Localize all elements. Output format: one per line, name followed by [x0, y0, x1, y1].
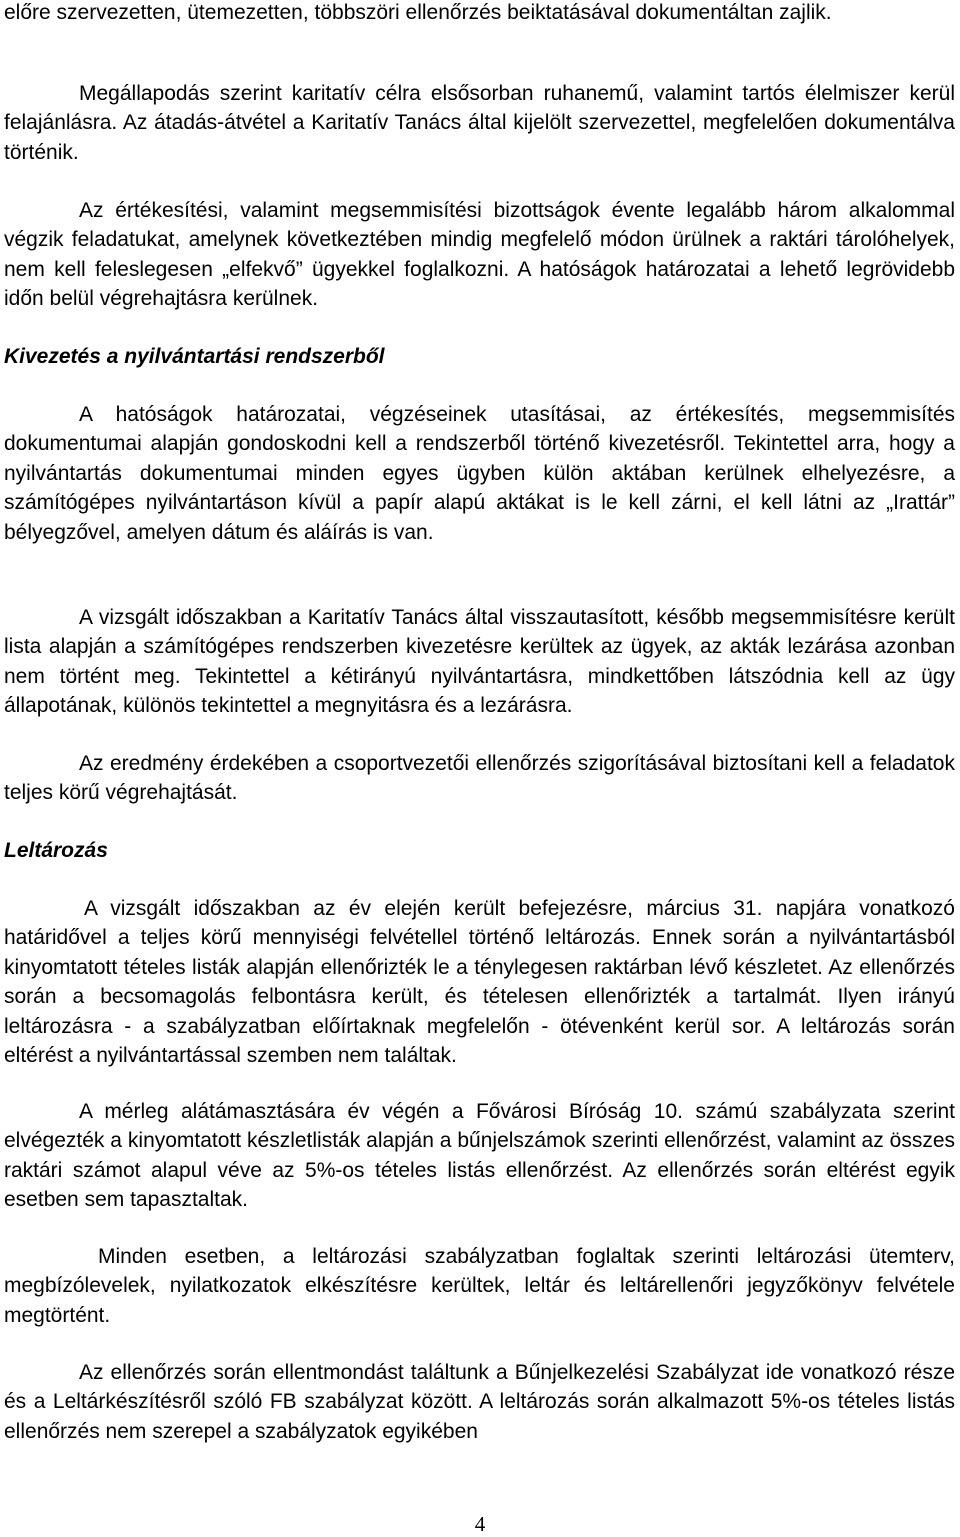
paragraph-documentation: Minden esetben, a leltározási szabályzatban foglaltak szerinti leltározási ütemterv, megbízólevelek, nyilatkozatok elkészítésre kerültek, leltár és leltárellenőri jegyzőkönyv felvétele megtörtént. — [4, 1245, 955, 1327]
paragraph-intro-continuation: előre szervezetten, ütemezetten, többszöri ellenőrzés beiktatásával dokumentáltan zajlik. — [4, 1, 832, 24]
paragraph-deregistration: A hatóságok határozatai, végzéseinek utasításai, az értékesítés, megsemmisítés dokumentumai alapján gondoskodni kell a rendszerből történő kivezetésről. Tekintettel arra, hogy a nyilvántartás dokumentumai minden egyes ügyben külön aktában kerülnek elhelyezésre, a számítógépes nyilvántartáson kívül a papír alapú aktákat is le kell zárni, el kell látni az „Irattár” bélyegzővel, amelyen dátum és aláírás is van. — [4, 403, 955, 544]
heading-inventory: Leltározás — [4, 839, 108, 862]
paragraph-result: Az eredmény érdekében a csoportvezetői ellenőrzés szigorításával biztosítani kell a feladatok teljes körű végrehajtását. — [4, 752, 955, 805]
paragraph-committees: Az értékesítési, valamint megsemmisítési bizottságok évente legalább három alkalommal végzik feladatukat, amelynek következtében mindig megfelelő módon ürülnek a raktári tárolóhelyek, nem kell feleslegesen „elfekvő” ügyekkel foglalkozni. A hatóságok határozatai a lehető legrövidebb időn belül végrehajtásra kerülnek. — [4, 199, 955, 311]
paragraph-contradiction: Az ellenőrzés során ellentmondást találtunk a Bűnjelkezelési Szabályzat ide vonatkozó része és a Leltárkészítésről szóló FB szabályzat között. A leltározás során alkalmazott 5%-os tételes listás ellenőrzés nem szerepel a szabályzatok egyikében — [4, 1361, 955, 1443]
page-number: 4 — [474, 1512, 486, 1536]
paragraph-review-period: A vizsgált időszakban a Karitatív Tanács által visszautasított, később megsemmisítésre került lista alapján a számítógépes rendszerben kivezetésre kerültek az ügyek, az akták lezárása azonban nem történt meg. Tekintettel a kétirányú nyilvántartásra, mindkettőben látszódnia kell az ügy állapotának, különös tekintettel a megnyitásra és a lezárásra. — [4, 606, 955, 718]
paragraph-charity-agreement: Megállapodás szerint karitatív célra elsősorban ruhanemű, valamint tartós élelmiszer kerül felajánlásra. Az átadás-átvétel a Karitatív Tanács által kijelölt szervezettel, megfelelően dokumentálva történik. — [4, 82, 955, 164]
heading-deregistration: Kivezetés a nyilvántartási rendszerből — [4, 345, 385, 368]
paragraph-inventory-process: A vizsgált időszakban az év elején került befejezésre, március 31. napjára vonatkozó határidővel a teljes körű mennyiségi felvétellel történő leltározás. Ennek során a nyilvántartásból kinyomtatott tételes listák alapján ellenőrizték le a ténylegesen raktárban lévő készletet. Az ellenőrzés során a becsomagolás felbontásra került, és tételesen ellenőrizték a tartalmát. Ilyen irányú leltározásra - a szabályzatban előírtaknak megfelelőn - ötévenként kerül sor. A leltározás során eltérést a nyilvántartással szemben nem találtak. — [4, 897, 955, 1068]
paragraph-balance-sheet: A mérleg alátámasztására év végén a Fővárosi Bíróság 10. számú szabályzata szerint elvégezték a kinyomtatott készletlisták alapján a bűnjelszámok szerinti ellenőrzést, valamint az összes raktári számot alapul véve az 5%-os tételes listás ellenőrzést. Az ellenőrzés során eltérést egyik esetben sem tapasztaltak. — [4, 1100, 955, 1212]
